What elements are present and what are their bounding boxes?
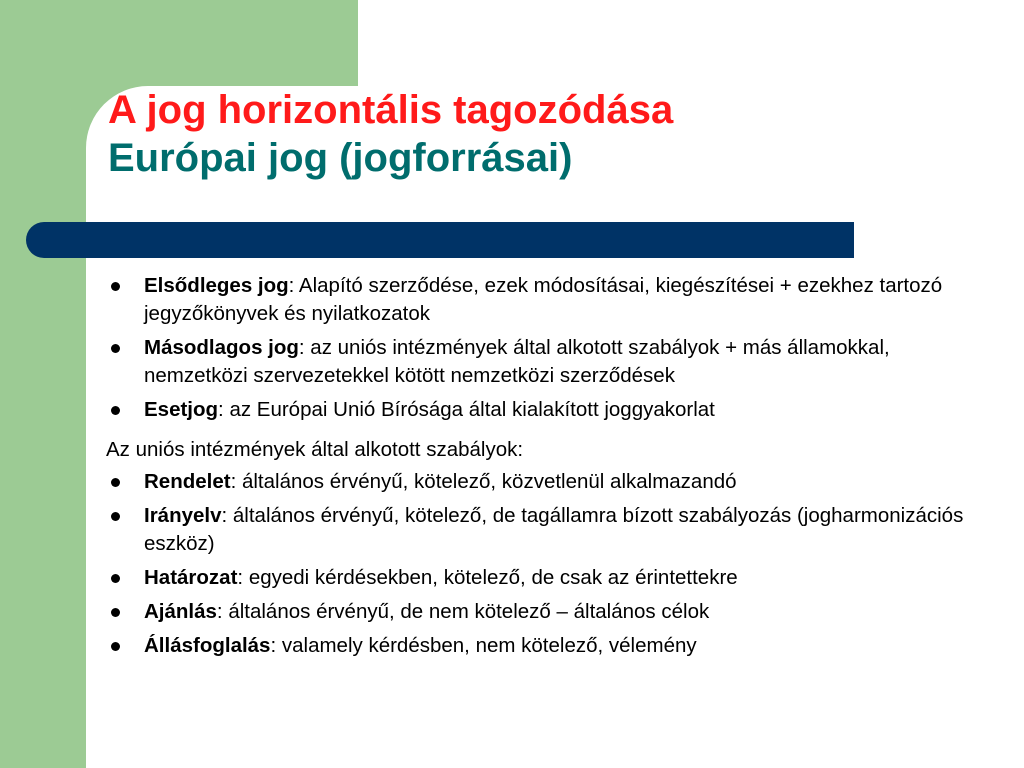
list-item [106,598,986,626]
bullet-icon [111,512,120,521]
title-line-1: A jog horizontális tagozódása [108,88,674,132]
list-item [106,396,986,424]
bullet-icon [111,642,120,651]
list-item [106,272,986,328]
list-item [106,632,986,660]
item-text: : valamely kérdésben, nem kötelező, vélemény [270,634,697,657]
bullet-icon [111,282,120,291]
acts-subheading: Az uniós intézmények által alkotott szabályok: [106,438,524,461]
list-item [106,468,986,496]
bullet-icon [111,608,120,617]
item-term: Esetjog [144,398,219,421]
item-text: : egyedi kérdésekben, kötelező, de csak az érintettekre [237,566,738,589]
item-term: Ajánlás [144,600,217,623]
bullet-icon [111,478,120,487]
item-term: Állásfoglalás [144,634,271,657]
item-term: Irányelv [144,504,222,527]
item-text: : általános érvényű, de nem kötelező – általános célok [216,600,710,623]
slide-title [108,86,673,182]
slide-body [106,272,986,666]
bullet-icon [111,574,120,583]
item-term: Elsődleges jog [144,274,289,297]
item-term: Másodlagos jog [144,336,299,359]
item-term: Rendelet [144,470,231,493]
item-text: : Alapító szerződése, ezek módosításai, kiegészítései + ezekhez tartozó jegyzőkönyvek és nyilatkozatok [144,274,943,325]
sources-list [106,272,986,424]
item-text: : az uniós intézmények által alkotott szabályok + más államokkal, nemzetközi szervezetekkel kötött nemzetközi szerződések [144,336,890,387]
item-text: : általános érvényű, kötelező, de tagállamra bízott szabályozás (jogharmonizációs eszköz) [144,504,964,555]
list-item [106,502,986,558]
decorative-title-bar [26,222,854,258]
item-term: Határozat [144,566,238,589]
acts-list [106,468,986,660]
title-line-2: Európai jog (jogforrásai) [108,136,573,180]
decorative-green-strip [0,0,86,768]
list-item [106,564,986,592]
bullet-icon [111,344,120,353]
item-text: : az Európai Unió Bírósága által kialakított joggyakorlat [218,398,715,421]
item-text: : általános érvényű, kötelező, közvetlenül alkalmazandó [230,470,737,493]
list-item [106,334,986,390]
bullet-icon [111,406,120,415]
